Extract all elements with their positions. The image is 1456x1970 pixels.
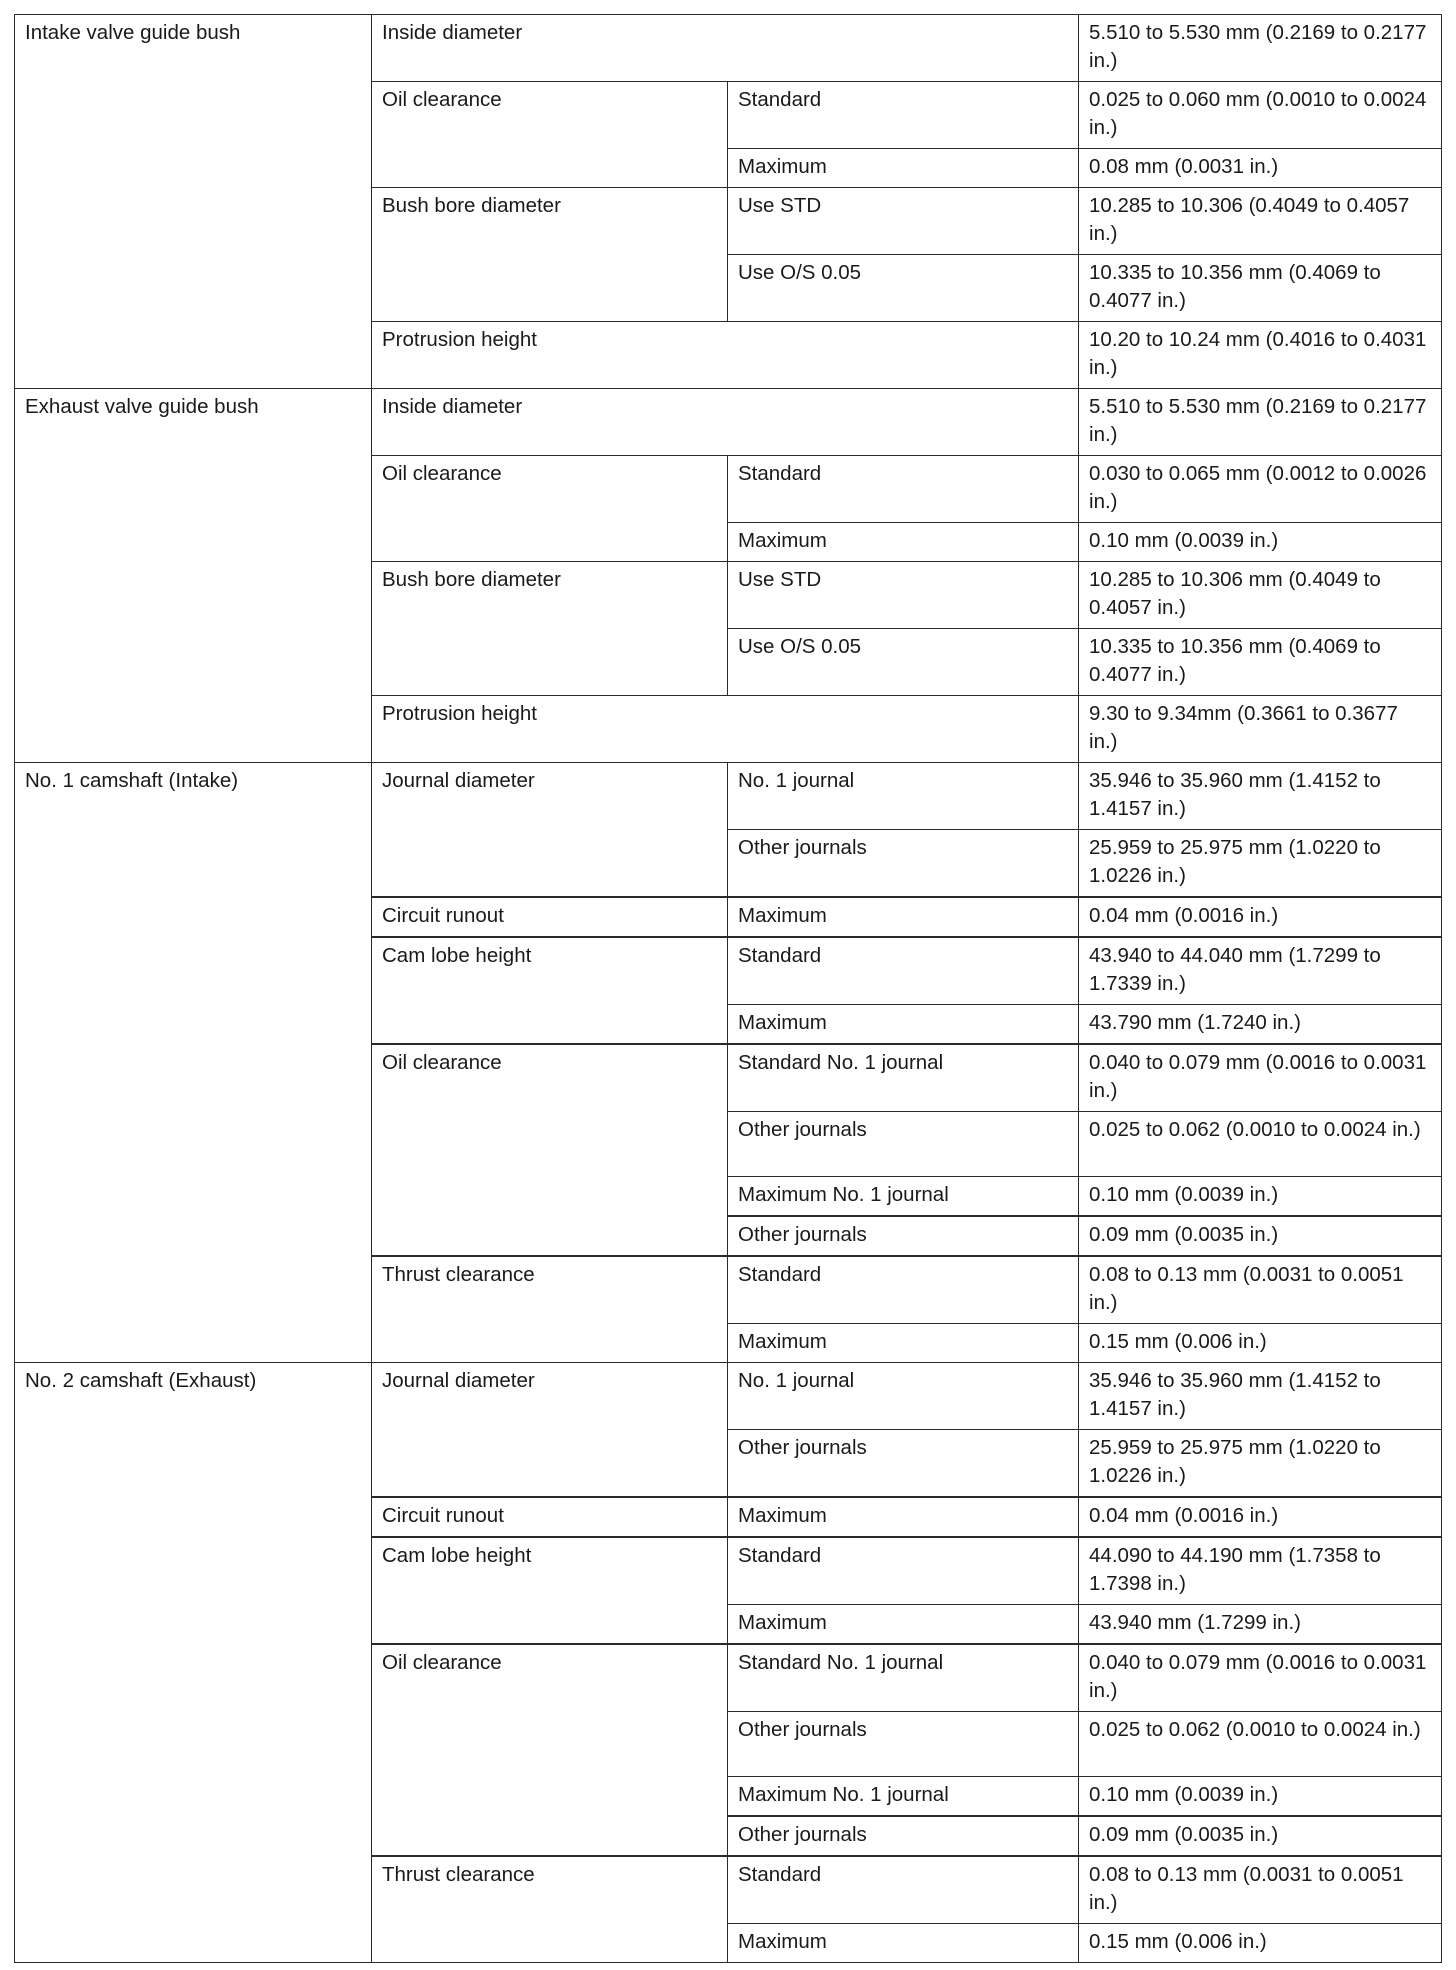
condition: Standard [728, 1256, 1079, 1324]
item-name: Circuit runout [372, 1497, 728, 1537]
condition: Maximum [728, 897, 1079, 937]
item-name: Oil clearance [372, 1044, 728, 1256]
item-name: Cam lobe height [372, 1537, 728, 1644]
spec-value: 25.959 to 25.975 mm (1.0220 to 1.0226 in.) [1079, 1430, 1442, 1498]
condition: No. 1 journal [728, 763, 1079, 830]
spec-value: 43.790 mm (1.7240 in.) [1079, 1005, 1442, 1045]
spec-value: 5.510 to 5.530 mm (0.2169 to 0.2177 in.) [1079, 15, 1442, 82]
item-name: Inside diameter [372, 15, 1079, 82]
condition: Other journals [728, 1216, 1079, 1256]
spec-value: 0.08 mm (0.0031 in.) [1079, 149, 1442, 188]
item-name: Protrusion height [372, 696, 1079, 763]
item-name: Bush bore diameter [372, 188, 728, 322]
spec-value: 0.10 mm (0.0039 in.) [1079, 1777, 1442, 1817]
spec-table-body [15, 15, 1442, 1963]
spec-value: 0.15 mm (0.006 in.) [1079, 1924, 1442, 1963]
spec-value: 0.025 to 0.062 (0.0010 to 0.0024 in.) [1079, 1112, 1442, 1177]
condition: Maximum [728, 523, 1079, 562]
condition: Standard [728, 456, 1079, 523]
table-row [15, 1363, 1442, 1430]
spec-value: 10.20 to 10.24 mm (0.4016 to 0.4031 in.) [1079, 322, 1442, 389]
table-row [15, 763, 1442, 830]
condition: Use STD [728, 562, 1079, 629]
item-name: Journal diameter [372, 1363, 728, 1498]
spec-value: 35.946 to 35.960 mm (1.4152 to 1.4157 in.) [1079, 1363, 1442, 1430]
item-name: Oil clearance [372, 456, 728, 562]
spec-value: 0.15 mm (0.006 in.) [1079, 1324, 1442, 1363]
condition: Other journals [728, 830, 1079, 898]
item-name: Thrust clearance [372, 1256, 728, 1363]
spec-value: 10.335 to 10.356 mm (0.4069 to 0.4077 in.) [1079, 629, 1442, 696]
spec-value: 0.04 mm (0.0016 in.) [1079, 897, 1442, 937]
spec-table [14, 14, 1442, 1963]
condition: Use O/S 0.05 [728, 255, 1079, 322]
condition: Standard [728, 1856, 1079, 1924]
spec-value: 0.09 mm (0.0035 in.) [1079, 1816, 1442, 1856]
item-name: Oil clearance [372, 1644, 728, 1856]
condition: Other journals [728, 1712, 1079, 1777]
condition: Use O/S 0.05 [728, 629, 1079, 696]
table-row [15, 15, 1442, 82]
spec-value: 44.090 to 44.190 mm (1.7358 to 1.7398 in.) [1079, 1537, 1442, 1605]
spec-value: 10.285 to 10.306 (0.4049 to 0.4057 in.) [1079, 188, 1442, 255]
condition: Standard [728, 1537, 1079, 1605]
condition: Maximum [728, 1924, 1079, 1963]
component-name: Intake valve guide bush [15, 15, 372, 389]
spec-value: 10.335 to 10.356 mm (0.4069 to 0.4077 in.) [1079, 255, 1442, 322]
spec-value: 0.025 to 0.062 (0.0010 to 0.0024 in.) [1079, 1712, 1442, 1777]
spec-value: 9.30 to 9.34mm (0.3661 to 0.3677 in.) [1079, 696, 1442, 763]
condition: Maximum [728, 1324, 1079, 1363]
condition: Use STD [728, 188, 1079, 255]
spec-value: 35.946 to 35.960 mm (1.4152 to 1.4157 in.) [1079, 763, 1442, 830]
condition: Maximum No. 1 journal [728, 1777, 1079, 1817]
spec-value: 43.940 to 44.040 mm (1.7299 to 1.7339 in.) [1079, 937, 1442, 1005]
condition: Maximum [728, 1005, 1079, 1045]
condition: Maximum [728, 1605, 1079, 1645]
component-name: No. 1 camshaft (Intake) [15, 763, 372, 1363]
condition: Standard [728, 82, 1079, 149]
spec-value: 0.025 to 0.060 mm (0.0010 to 0.0024 in.) [1079, 82, 1442, 149]
component-name: No. 2 camshaft (Exhaust) [15, 1363, 372, 1963]
spec-value: 43.940 mm (1.7299 in.) [1079, 1605, 1442, 1645]
spec-value: 0.09 mm (0.0035 in.) [1079, 1216, 1442, 1256]
spec-value: 0.08 to 0.13 mm (0.0031 to 0.0051 in.) [1079, 1256, 1442, 1324]
condition: Standard No. 1 journal [728, 1644, 1079, 1712]
condition: Maximum [728, 1497, 1079, 1537]
spec-value: 0.10 mm (0.0039 in.) [1079, 1177, 1442, 1217]
item-name: Inside diameter [372, 389, 1079, 456]
condition: No. 1 journal [728, 1363, 1079, 1430]
condition: Other journals [728, 1112, 1079, 1177]
condition: Standard [728, 937, 1079, 1005]
spec-value: 25.959 to 25.975 mm (1.0220 to 1.0226 in.) [1079, 830, 1442, 898]
item-name: Cam lobe height [372, 937, 728, 1044]
condition: Maximum No. 1 journal [728, 1177, 1079, 1217]
table-row [15, 389, 1442, 456]
item-name: Journal diameter [372, 763, 728, 898]
condition: Maximum [728, 149, 1079, 188]
spec-value: 0.10 mm (0.0039 in.) [1079, 523, 1442, 562]
spec-value: 0.040 to 0.079 mm (0.0016 to 0.0031 in.) [1079, 1644, 1442, 1712]
item-name: Thrust clearance [372, 1856, 728, 1963]
spec-value: 0.08 to 0.13 mm (0.0031 to 0.0051 in.) [1079, 1856, 1442, 1924]
spec-value: 0.04 mm (0.0016 in.) [1079, 1497, 1442, 1537]
spec-value: 10.285 to 10.306 mm (0.4049 to 0.4057 in.) [1079, 562, 1442, 629]
item-name: Circuit runout [372, 897, 728, 937]
item-name: Oil clearance [372, 82, 728, 188]
condition: Other journals [728, 1430, 1079, 1498]
condition: Other journals [728, 1816, 1079, 1856]
item-name: Protrusion height [372, 322, 1079, 389]
item-name: Bush bore diameter [372, 562, 728, 696]
spec-value: 5.510 to 5.530 mm (0.2169 to 0.2177 in.) [1079, 389, 1442, 456]
spec-value: 0.030 to 0.065 mm (0.0012 to 0.0026 in.) [1079, 456, 1442, 523]
condition: Standard No. 1 journal [728, 1044, 1079, 1112]
spec-value: 0.040 to 0.079 mm (0.0016 to 0.0031 in.) [1079, 1044, 1442, 1112]
component-name: Exhaust valve guide bush [15, 389, 372, 763]
